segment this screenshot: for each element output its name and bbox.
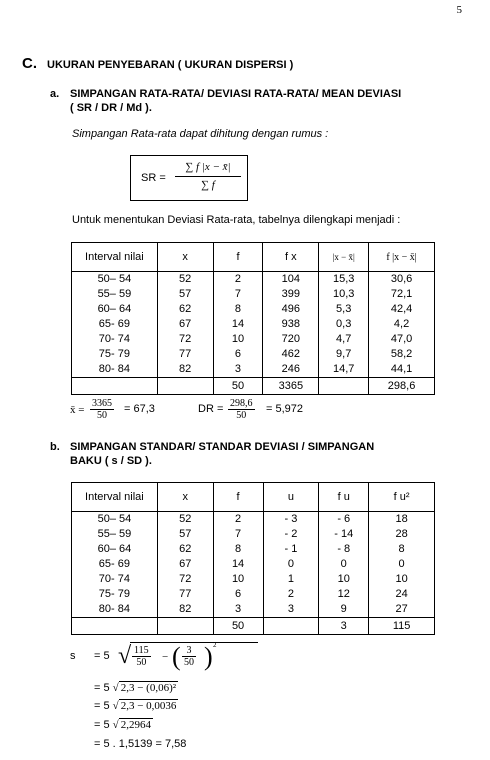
s-line1-prefix: = 5 bbox=[94, 650, 110, 662]
formula-intro: Simpangan Rata-rata dapat dihitung dengan rumus : bbox=[72, 128, 329, 140]
table-row bbox=[72, 317, 435, 332]
dr-denominator: 50 bbox=[236, 410, 247, 421]
s-line3-prefix: = 5 bbox=[94, 700, 110, 712]
page-number: 5 bbox=[456, 4, 462, 16]
table-cell: 5,3 bbox=[319, 302, 369, 317]
table-cell: 14 bbox=[213, 557, 263, 572]
table-cell: 50– 54 bbox=[72, 272, 158, 288]
subsection-a-title-line1: SIMPANGAN RATA-RATA/ DEVIASI RATA-RATA/ MEAN DEVIASI bbox=[70, 88, 402, 100]
table-row bbox=[72, 332, 435, 347]
table-cell: 14 bbox=[213, 317, 263, 332]
table-cell: 50– 54 bbox=[72, 512, 158, 528]
s-line1-radicand bbox=[130, 642, 258, 675]
table-cell: 104 bbox=[263, 272, 319, 288]
fraction-denominator: 50 bbox=[184, 657, 194, 668]
table-cell: 7 bbox=[213, 527, 263, 542]
table-cell: 55– 59 bbox=[72, 287, 158, 302]
s-line2-radicand: 2,3 − (0,06)² bbox=[120, 682, 177, 694]
radical-icon: √ bbox=[112, 719, 119, 731]
fraction-numerator: 115 bbox=[134, 645, 149, 656]
table-cell: 462 bbox=[263, 347, 319, 362]
table-cell: 10 bbox=[369, 572, 435, 587]
header-cell: f u bbox=[319, 483, 369, 512]
sr-formula-box bbox=[130, 155, 248, 201]
table-cell: 8 bbox=[213, 542, 263, 557]
table-cell: 14,7 bbox=[319, 362, 369, 378]
table-cell: - 6 bbox=[319, 512, 369, 528]
table-cell: 72 bbox=[157, 332, 213, 347]
s-calc-line1 bbox=[70, 638, 270, 678]
dr-fraction bbox=[228, 398, 255, 421]
subsection-b-heading bbox=[50, 440, 470, 470]
table-cell: 6 bbox=[213, 587, 263, 602]
mean-result: = 67,3 bbox=[124, 403, 155, 415]
formula-numerator: ∑ f |x − x̄| bbox=[175, 159, 241, 177]
table-row bbox=[72, 572, 435, 587]
table-cell: 75- 79 bbox=[72, 347, 158, 362]
table-cell: 9,7 bbox=[319, 347, 369, 362]
table-cell: 67 bbox=[157, 557, 213, 572]
table-cell: 57 bbox=[157, 287, 213, 302]
fraction-115-50 bbox=[132, 645, 151, 668]
total-cell bbox=[157, 618, 213, 635]
fraction-numerator: 3 bbox=[182, 645, 196, 657]
table-cell: 15,3 bbox=[319, 272, 369, 288]
total-cell: 115 bbox=[369, 618, 435, 635]
dr-formula bbox=[198, 398, 338, 426]
table-cell: 77 bbox=[157, 347, 213, 362]
table-cell: 2 bbox=[213, 272, 263, 288]
table-cell: 4,7 bbox=[319, 332, 369, 347]
s-calc-line3 bbox=[94, 700, 178, 712]
table-cell: 4,2 bbox=[369, 317, 435, 332]
table-cell: 3 bbox=[263, 602, 319, 618]
table-row bbox=[72, 557, 435, 572]
total-cell: 50 bbox=[213, 618, 263, 635]
table-cell: 0 bbox=[319, 557, 369, 572]
table-cell: 10 bbox=[319, 572, 369, 587]
table-cell: 72,1 bbox=[369, 287, 435, 302]
header-cell: f x bbox=[263, 243, 319, 272]
table-cell: 2 bbox=[263, 587, 319, 602]
table-cell: 58,2 bbox=[369, 347, 435, 362]
table-cell: 24 bbox=[369, 587, 435, 602]
table-cell: 1 bbox=[263, 572, 319, 587]
fraction-denominator: 50 bbox=[136, 657, 147, 668]
table-cell: 62 bbox=[157, 302, 213, 317]
table-cell: 9 bbox=[319, 602, 369, 618]
table-row bbox=[72, 302, 435, 317]
header-cell: |x − x̄| bbox=[319, 243, 369, 272]
table-cell: 28 bbox=[369, 527, 435, 542]
table-cell: 70- 74 bbox=[72, 332, 158, 347]
table-cell: 10 bbox=[213, 332, 263, 347]
total-cell: 50 bbox=[213, 378, 263, 395]
subsection-b-title-line2: BAKU ( s / SD ). bbox=[70, 455, 152, 467]
table-cell: 7 bbox=[213, 287, 263, 302]
s-line4-radicand: 2,2964 bbox=[120, 719, 151, 731]
table-cell: - 14 bbox=[319, 527, 369, 542]
header-cell: x bbox=[157, 243, 213, 272]
table-cell: 0 bbox=[263, 557, 319, 572]
exponent-two: 2 bbox=[213, 641, 217, 649]
s-line2-prefix: = 5 bbox=[94, 682, 110, 694]
total-cell bbox=[72, 618, 158, 635]
subsection-a-label: a. bbox=[50, 88, 60, 100]
table-cell: 6 bbox=[213, 347, 263, 362]
table-cell: 10,3 bbox=[319, 287, 369, 302]
table-cell: 60– 64 bbox=[72, 542, 158, 557]
totals-row bbox=[72, 618, 435, 635]
table-header-row bbox=[72, 483, 435, 512]
table-cell: 44,1 bbox=[369, 362, 435, 378]
table-cell: 52 bbox=[157, 272, 213, 288]
header-cell: Interval nilai bbox=[72, 243, 158, 272]
radical-icon: √ bbox=[118, 643, 132, 669]
radical-icon: √ bbox=[112, 700, 119, 712]
header-cell: x bbox=[157, 483, 213, 512]
dr-result: = 5,972 bbox=[266, 403, 304, 415]
section-title: UKURAN PENYEBARAN ( UKURAN DISPERSI ) bbox=[47, 59, 294, 71]
table-intro: Untuk menentukan Deviasi Rata-rata, tabelnya dilengkapi menjadi : bbox=[72, 214, 401, 226]
table-cell: 75- 79 bbox=[72, 587, 158, 602]
table-row bbox=[72, 587, 435, 602]
section-letter: C. bbox=[22, 55, 37, 72]
table-cell: - 1 bbox=[263, 542, 319, 557]
table-row bbox=[72, 362, 435, 378]
subsection-b-label: b. bbox=[50, 441, 60, 453]
table-cell: 70- 74 bbox=[72, 572, 158, 587]
table-cell: 18 bbox=[369, 512, 435, 528]
subsection-a-title-line2: ( SR / DR / Md ). bbox=[70, 102, 152, 114]
radical-icon: √ bbox=[112, 682, 119, 694]
total-cell: 3 bbox=[319, 618, 369, 635]
total-cell: 298,6 bbox=[369, 378, 435, 395]
formula-denominator: ∑ f bbox=[201, 179, 215, 191]
table-cell: 0 bbox=[369, 557, 435, 572]
mean-formula bbox=[70, 398, 190, 426]
s-line3-radicand: 2,3 − 0,0036 bbox=[120, 700, 177, 712]
table-cell: 3 bbox=[213, 602, 263, 618]
mean-fraction bbox=[90, 398, 114, 421]
table-cell: 10 bbox=[213, 572, 263, 587]
table-cell: 82 bbox=[157, 362, 213, 378]
table-cell: 30,6 bbox=[369, 272, 435, 288]
table-cell: 55– 59 bbox=[72, 527, 158, 542]
table-cell: - 8 bbox=[319, 542, 369, 557]
fraction-3-50 bbox=[182, 645, 196, 668]
table-cell: 77 bbox=[157, 587, 213, 602]
table-cell: 80- 84 bbox=[72, 362, 158, 378]
table-cell: 2 bbox=[213, 512, 263, 528]
table-cell: 57 bbox=[157, 527, 213, 542]
table-cell: 12 bbox=[319, 587, 369, 602]
header-cell: Interval nilai bbox=[72, 483, 158, 512]
dr-lhs: DR = bbox=[198, 403, 224, 415]
table-cell: - 2 bbox=[263, 527, 319, 542]
table-cell: 8 bbox=[369, 542, 435, 557]
table-row bbox=[72, 512, 435, 528]
table-cell: 0,3 bbox=[319, 317, 369, 332]
table-row bbox=[72, 287, 435, 302]
table-header-row bbox=[72, 243, 435, 272]
total-cell bbox=[72, 378, 158, 395]
header-cell: f |x − x̄| bbox=[369, 243, 435, 272]
table-cell: 82 bbox=[157, 602, 213, 618]
paren-open-icon: ( bbox=[172, 642, 181, 671]
table-row bbox=[72, 542, 435, 557]
table-row bbox=[72, 347, 435, 362]
table-cell: 27 bbox=[369, 602, 435, 618]
header-cell: f bbox=[213, 483, 263, 512]
table-cell: 65- 69 bbox=[72, 317, 158, 332]
mean-numerator: 3365 bbox=[92, 398, 112, 409]
table-cell: 72 bbox=[157, 572, 213, 587]
table-cell: 246 bbox=[263, 362, 319, 378]
table-cell: 62 bbox=[157, 542, 213, 557]
total-cell: 3365 bbox=[263, 378, 319, 395]
table-cell: 67 bbox=[157, 317, 213, 332]
table-cell: 42,4 bbox=[369, 302, 435, 317]
table-cell: - 3 bbox=[263, 512, 319, 528]
subsection-a-heading bbox=[50, 87, 470, 117]
totals-row bbox=[72, 378, 435, 395]
formula-lhs: SR = bbox=[141, 172, 166, 184]
mean-lhs: x̄ = bbox=[70, 404, 85, 416]
mean-denominator: 50 bbox=[97, 410, 107, 421]
minus-sign: − bbox=[162, 651, 169, 663]
total-cell bbox=[263, 618, 319, 635]
header-cell: f bbox=[213, 243, 263, 272]
table-cell: 3 bbox=[213, 362, 263, 378]
s-line4-prefix: = 5 bbox=[94, 719, 110, 731]
table-row bbox=[72, 602, 435, 618]
s-calc-line4 bbox=[94, 719, 153, 731]
table-cell: 52 bbox=[157, 512, 213, 528]
header-cell: f u² bbox=[369, 483, 435, 512]
s-calc-line2 bbox=[94, 682, 178, 694]
section-heading bbox=[22, 55, 293, 72]
total-cell bbox=[319, 378, 369, 395]
header-cell: u bbox=[263, 483, 319, 512]
total-cell bbox=[157, 378, 213, 395]
dr-numerator: 298,6 bbox=[230, 398, 253, 409]
table-cell: 65- 69 bbox=[72, 557, 158, 572]
table-cell: 720 bbox=[263, 332, 319, 347]
table-cell: 8 bbox=[213, 302, 263, 317]
deviation-table bbox=[71, 242, 435, 395]
s-calc-line5: = 5 . 1,5139 = 7,58 bbox=[94, 738, 187, 750]
table-row bbox=[72, 527, 435, 542]
table-cell: 496 bbox=[263, 302, 319, 317]
subsection-b-title-line1: SIMPANGAN STANDAR/ STANDAR DEVIASI / SIMPANGAN bbox=[70, 441, 375, 453]
table-cell: 80- 84 bbox=[72, 602, 158, 618]
std-deviation-table bbox=[71, 482, 435, 635]
formula-fraction bbox=[175, 159, 241, 194]
table-cell: 47,0 bbox=[369, 332, 435, 347]
table-cell: 399 bbox=[263, 287, 319, 302]
table-cell: 938 bbox=[263, 317, 319, 332]
table-row bbox=[72, 272, 435, 288]
paren-close-icon: ) bbox=[204, 642, 213, 671]
table-cell: 60– 64 bbox=[72, 302, 158, 317]
s-label: s bbox=[70, 650, 76, 662]
